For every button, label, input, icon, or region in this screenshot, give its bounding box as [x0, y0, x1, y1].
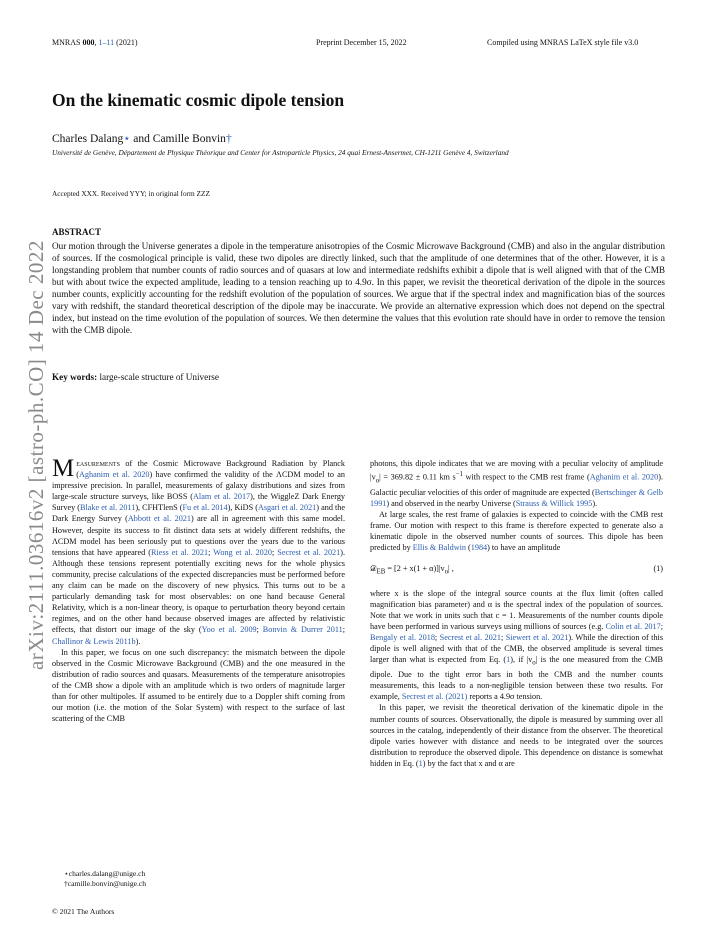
- subscript: o: [532, 660, 536, 668]
- equation-ref-link[interactable]: 1: [418, 758, 423, 768]
- text-span: ) by the fact that x and α are: [422, 758, 515, 768]
- text-span: ) are all in agreement with this same model. However, despite its success to fit distinct data sets at widely different redshifts, the ΛCDM model has been seriously put to questions over the years due to the various tensions that have appeared (: [52, 514, 345, 557]
- citation-link[interactable]: Blake et al. 2011: [80, 503, 136, 513]
- text-span: ), if |v: [510, 655, 533, 665]
- journal-volume: 000: [82, 38, 95, 47]
- subscript: o: [375, 477, 380, 485]
- right-column: [370, 458, 663, 769]
- author-list: [52, 131, 232, 145]
- citation-link[interactable]: Siewert et al. 2021: [505, 633, 569, 643]
- arxiv-identifier-watermark: arXiv:2111.03616v2 [astro-ph.CO] 14 Dec 2022: [24, 240, 48, 670]
- footnote-email-dalang: ⋆charles.dalang@unige.ch: [64, 869, 146, 878]
- equation-number: (1): [653, 564, 663, 574]
- text-span: ) and observed in the nearby Universe (: [386, 498, 516, 508]
- author-bonvin: Camille Bonvin: [152, 133, 226, 145]
- text-span: photons, this dipole indicates that we are moving with a peculiar velocity of amplitude |v: [370, 459, 663, 482]
- preprint-date: Preprint December 15, 2022: [316, 38, 407, 47]
- text-span: In this paper, we revisit the theoretical derivation of the kinematic dipole in the number counts of sources. Observationally, the dipole is measured by summing over all sources in the catalog, independently of their distance from the observer. The theoretical dipole varies however with distance and needs to be integrated over the sources distribution to reproduce the observed dipole. This dependence on distance is somewhat hidden in Eq. (: [370, 703, 663, 768]
- author-dalang: Charles Dalang: [52, 133, 124, 145]
- copyright-notice: © 2021 The Authors: [52, 907, 115, 916]
- citation-link[interactable]: Riess et al. 2021: [150, 547, 209, 557]
- text-span: with respect to the CMB rest frame (: [462, 472, 590, 482]
- text-span: ). Although these tensions represent potentially exciting news for the whole physics community, precise calculations of the expected discrepancies must be performed before any claim can be made on the discovery of new physics. This turns out to be a particularly demanding task for most observables: on one hand because General Relativity, which is a non-linear theory, is opaque to perturbation theory beyond certain regimes, and on the other hand because observed images are affected by relativistic effects, that distort our image of the sky (: [52, 547, 346, 635]
- equation-ref-link[interactable]: 1: [506, 655, 511, 665]
- subscript: EB: [376, 568, 386, 576]
- text-span: ). While the direction of this dipole is well aligned with that of the CMB, the observed amplitude is several times larger than what is expected from Eq. (: [370, 633, 664, 665]
- text-span: ;: [660, 622, 663, 632]
- abstract-text: Our motion through the Universe generates a dipole in the temperature anisotropies of the Cosmic Microwave Background (CMB) and also in the angular distribution of sources. If the cosmological principle is valid, these two dipoles are directly linked, such that the amplitude of one determines that of the other. However, it is a longstanding problem that number counts of radio sources and of quasars at low and intermediate redshifts exhibit a dipole that is well aligned with that of the CMB but with about twice the expected amplitude, leading to a tension reaching up to 4.9σ. In this paper, we revisit the theoretical derivation of the dipole in the sources number counts, explicitly accounting for the redshift evolution of the population of sources. We argue that if the spectral index and magnification bias of the sources vary with redshift, the standard theoretical description of the dipole may be inaccurate. We provide an alternative expression which does not depend on the spectral index, but instead on the time evolution of the population of sources. We then determine the values that this evolution rate should have in order to remove the tension with the CMB dipole.: [52, 241, 665, 335]
- right-paragraph-2: [370, 509, 663, 553]
- citation-link[interactable]: Wong et al. 2020: [213, 547, 272, 557]
- text-span: ) and the Dark Energy Survey (: [52, 503, 346, 524]
- citation-link[interactable]: Asgari et al. 2021: [257, 503, 317, 513]
- citation-link[interactable]: Strauss & Willick 1995: [515, 498, 593, 508]
- journal-name: MNRAS: [52, 38, 81, 47]
- subscript: o: [444, 568, 449, 576]
- right-paragraph-1: [370, 458, 663, 509]
- text-span: reports a 4.9σ tension.: [467, 692, 543, 702]
- accepted-line: Accepted XXX. Received YYY; in original form ZZZ: [52, 189, 210, 198]
- equation-text: | ,: [448, 564, 454, 574]
- citation-link[interactable]: Aghanim et al. 2020: [78, 470, 150, 480]
- compiled-note: Compiled using MNRAS LaTeX style file v3.0: [487, 38, 639, 47]
- citation-link[interactable]: Aghanim et al. 2020: [589, 472, 659, 482]
- right-paragraph-3: [370, 588, 663, 703]
- text-span: ) have confirmed the validity of the ΛCDM model to an impressive precision. In parallel, measurements of galaxy distributions and sizes from large-scale structure surveys, like BOSS (: [52, 470, 345, 502]
- right-paragraph-4: [370, 702, 663, 769]
- abstract-heading: ABSTRACT: [52, 227, 102, 237]
- text-span: ;: [434, 633, 440, 643]
- citation-link[interactable]: Secrest et al. 2021: [439, 633, 501, 643]
- citation-link[interactable]: Ellis & Baldwin: [412, 543, 466, 553]
- citation-link[interactable]: 1984: [470, 543, 488, 553]
- paper-title: On the kinematic cosmic dipole tension: [52, 90, 345, 110]
- intro-paragraph-2: In this paper, we focus on one such discrepancy: the mismatch between the dipole observed in the Cosmic Microwave Background (CMB) and the one measured in the distribution of radio sources and quasars. Measurements of the temperature anisotropies of the CMB show a dipole with an amplitude which is two orders of magnitude larger than for other multipoles. If assumed to be entirely due to a Doppler shift coming from our motion (i.e. the motion of the Solar System) with respect to the surface of last scattering of the CMB: [52, 647, 345, 724]
- citation-link[interactable]: Alam et al. 2017: [193, 492, 251, 502]
- equation-text: = [2 + x(1 + α)]|v: [385, 564, 445, 574]
- text-span: ) to have an amplitude: [487, 543, 561, 553]
- citation-link[interactable]: Secrest et al. (2021): [401, 692, 468, 702]
- page-range-link[interactable]: 1–11: [98, 38, 115, 47]
- text-span: of the Cosmic Microwave Background Radiation by Planck (: [76, 459, 345, 480]
- footnote-marker-dagger[interactable]: †: [225, 133, 232, 145]
- footnotes: [64, 869, 146, 889]
- affiliation: Université de Genève, Département de Physique Théorique and Center for Astroparticle Physics, 24 quai Ernest-Ansermet, CH-1211 Genève 4, Switzerland: [52, 148, 509, 157]
- equation-body: [370, 563, 454, 578]
- keywords: [52, 372, 219, 382]
- keywords-text: large-scale structure of Universe: [99, 372, 219, 382]
- left-column: [52, 455, 346, 724]
- text-span: | is the one measured from the CMB dipole. Due to the tight error bars in both the CMB and the number counts measurements, this leads to a non-negligible tension between these two results. For example,: [370, 655, 663, 702]
- text-span: ), CFHTlenS (: [135, 503, 183, 513]
- footnote-marker-star[interactable]: ⋆: [123, 133, 131, 145]
- text-span: where x is the slope of the integral source counts at the flux limit (often called magnification bias parameter) and α is the spectral index of the population of sources. Note that we work in units such that c = 1. Measurements of the number counts dipole have been performed in various surveys using millions of sources (e.g.: [370, 588, 663, 632]
- drop-cap: M: [52, 455, 75, 482]
- equation-symbol: 𝒟: [370, 564, 377, 574]
- text-span: ;: [500, 633, 506, 643]
- equation-1: [370, 563, 663, 578]
- citation-link[interactable]: Bertschinger & Gelb 1991: [370, 487, 663, 508]
- smallcaps-lead: easurements: [76, 459, 120, 468]
- text-span: ), KiDS (: [227, 503, 258, 513]
- citation-link[interactable]: Fu et al. 2014: [182, 503, 228, 513]
- text-span: ), the WiggleZ Dark Energy Survey (: [52, 492, 346, 513]
- text-span: ;: [256, 625, 263, 635]
- footnote-email-bonvin: †camille.bonvin@unige.ch: [64, 879, 147, 888]
- journal-year: (2021): [116, 38, 138, 47]
- keywords-label: Key words:: [52, 372, 98, 382]
- text-span: ). Galactic peculiar velocities of this order of magnitude are expected (: [370, 472, 663, 497]
- intro-paragraph-1: [52, 455, 346, 647]
- running-header-journal: MNRAS 000, 1–11 (2021): [52, 38, 138, 47]
- citation-link[interactable]: Yoo et al. 2009: [201, 625, 257, 635]
- citation-link[interactable]: Colin et al. 2017: [605, 622, 661, 632]
- author-separator: and: [130, 133, 153, 145]
- text-span: ).: [592, 498, 598, 508]
- superscript: −1: [455, 471, 463, 479]
- citation-link[interactable]: Bengaly et al. 2018: [370, 633, 435, 643]
- citation-link[interactable]: Abbott et al. 2021: [127, 514, 191, 524]
- citation-link[interactable]: Challinor & Lewis 2011b: [52, 636, 136, 646]
- text-span: | = 369.82 ± 0.11 km s: [379, 472, 456, 482]
- citation-link[interactable]: Secrest et al. 2021: [277, 547, 341, 557]
- text-span: ;: [342, 625, 346, 635]
- text-span: (: [465, 543, 471, 553]
- text-span: ).: [135, 636, 141, 646]
- citation-link[interactable]: Bonvin & Durrer 2011: [262, 625, 343, 635]
- text-span: ;: [271, 547, 278, 557]
- text-span: At large scales, the rest frame of galaxies is expected to coincide with the CMB rest frame. Our motion with respect to this frame is therefore expected to generate also a kinematic dipole in the observed number counts of sources. This dipole has been predicted by: [370, 509, 663, 553]
- text-span: ;: [208, 547, 214, 557]
